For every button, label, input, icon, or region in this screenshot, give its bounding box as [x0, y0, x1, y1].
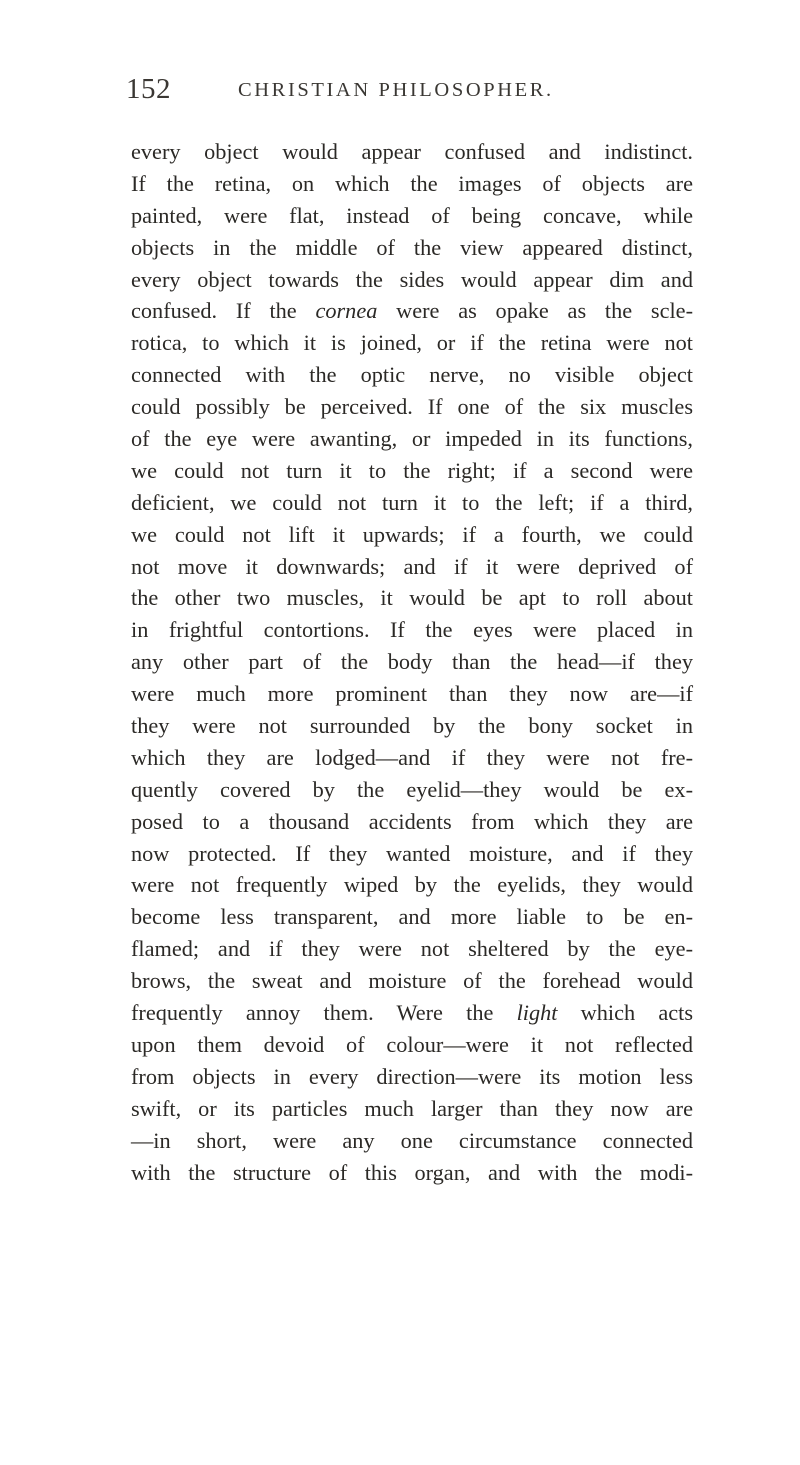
text-line: with the structure of this organ, and with the modi- [131, 1159, 693, 1185]
running-title: CHRISTIAN PHILOSOPHER. [238, 79, 554, 101]
page-number: 152 [126, 73, 171, 105]
text-line: flamed; and if they were not sheltered by the eye- [131, 936, 693, 962]
text-line: from objects in every direction—were its motion less [131, 1063, 693, 1089]
text-line: upon them devoid of colour—were it not reflected [131, 1031, 693, 1057]
text-line: which they are lodged—and if they were not fre- [131, 744, 693, 770]
text-line: rotica, to which it is joined, or if the retina were not [131, 330, 693, 356]
text-line: the other two muscles, it would be apt to roll about [131, 585, 693, 611]
text-line: could possibly be perceived. If one of the six muscles [131, 394, 693, 420]
text-line: brows, the sweat and moisture of the forehead would [131, 968, 693, 994]
text-line: now protected. If they wanted moisture, and if they [131, 840, 693, 866]
text-line: not move it downwards; and if it were deprived of [131, 553, 693, 579]
text-segment: were as opake as the scle- [377, 298, 693, 324]
text-line: posed to a thousand accidents from which they are [131, 808, 693, 834]
body-text [131, 136, 693, 1188]
text-line: swift, or its particles much larger than they now are [131, 1095, 693, 1121]
italic-term: light [516, 1000, 558, 1026]
italic-term: cornea [315, 298, 378, 324]
text-line: were much more prominent than they now are—if [131, 681, 693, 707]
text-line: of the eye were awanting, or impeded in its functions, [131, 426, 693, 452]
text-line: we could not turn it to the right; if a second were [131, 457, 693, 483]
text-line: —in short, were any one circumstance connected [131, 1127, 693, 1153]
text-line: quently covered by the eyelid—they would be ex- [131, 776, 693, 802]
text-line [131, 295, 693, 327]
text-line: painted, were flat, instead of being concave, while [131, 202, 693, 228]
text-segment: frequently annoy them. Were the [131, 1000, 517, 1026]
text-line: connected with the optic nerve, no visible object [131, 362, 693, 388]
text-line: objects in the middle of the view appeared distinct, [131, 234, 693, 260]
text-line: If the retina, on which the images of objects are [131, 170, 693, 196]
text-line: any other part of the body than the head—if they [131, 649, 693, 675]
text-line: every object towards the sides would appear dim and [131, 266, 693, 292]
text-line: we could not lift it upwards; if a fourth, we could [131, 521, 693, 547]
text-line [131, 997, 693, 1029]
text-segment: which acts [557, 1000, 693, 1026]
text-line: become less transparent, and more liable to be en- [131, 904, 693, 930]
page-header [0, 62, 800, 112]
text-segment: confused. If the [131, 298, 316, 324]
text-line: every object would appear confused and indistinct. [131, 139, 693, 164]
text-line: in frightful contortions. If the eyes were placed in [131, 617, 693, 643]
text-line: they were not surrounded by the bony socket in [131, 713, 693, 739]
text-line: were not frequently wiped by the eyelids, they would [131, 872, 693, 898]
text-line: deficient, we could not turn it to the left; if a third, [131, 489, 693, 515]
